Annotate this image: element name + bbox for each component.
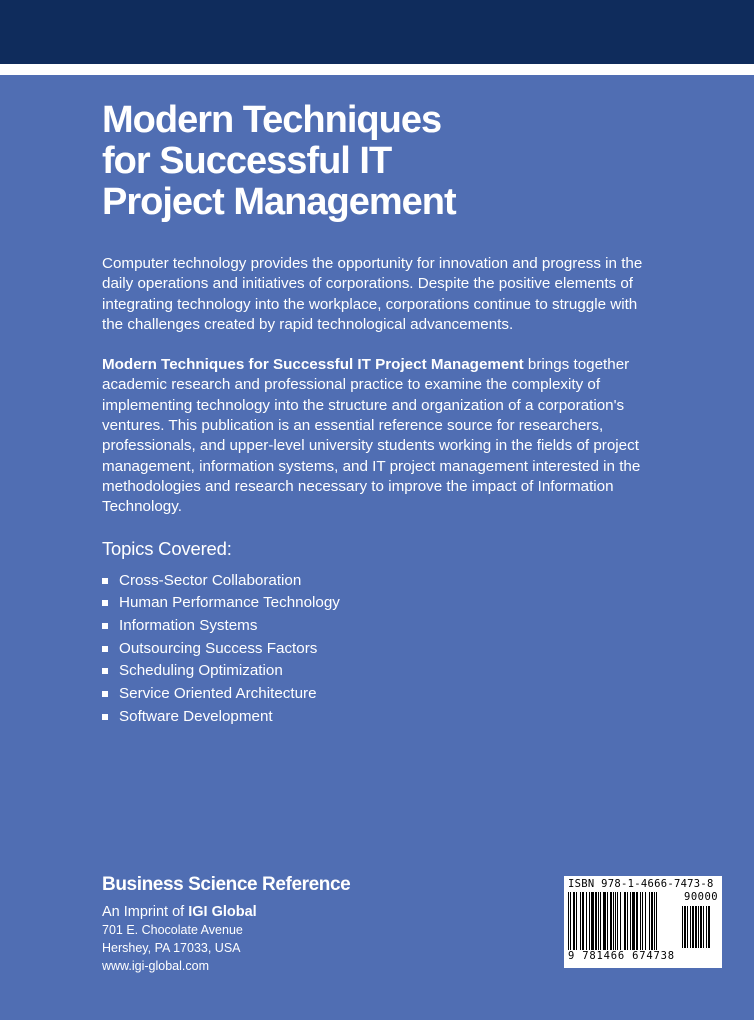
ean-number: 9 781466 674738 — [568, 950, 675, 962]
price-barcode-bars — [682, 906, 718, 950]
description-book-title: Modern Techniques for Successful IT Project Management — [102, 356, 524, 374]
publisher-block — [102, 874, 350, 975]
topics-heading: Topics Covered: — [102, 537, 232, 559]
bullet-icon — [102, 600, 108, 606]
ean-barcode-bars — [568, 892, 678, 952]
address-line-2: Hershey, PA 17033, USA — [102, 941, 241, 955]
bullet-icon — [102, 668, 108, 674]
back-cover-content — [102, 100, 662, 728]
bullet-icon — [102, 578, 108, 584]
topic-label: Outsourcing Success Factors — [119, 639, 318, 657]
description-paragraph — [102, 355, 662, 517]
topics-list — [102, 570, 662, 729]
topic-label: Information Systems — [119, 616, 258, 634]
bullet-icon — [102, 691, 108, 697]
intro-paragraph: Computer technology provides the opportunity for innovation and progress in the daily operations and initiatives of corporations. Despite the positive elements of integrating technology into the workplace, corporations continue to struggle with the challenges created by rapid technological advancements. — [102, 255, 643, 333]
list-item — [102, 706, 662, 729]
publisher-name: Business Science Reference — [102, 874, 351, 895]
price-code: 90000 — [684, 891, 719, 903]
title-line-3: Project Management — [102, 181, 456, 223]
imprint-line — [102, 904, 350, 920]
publisher-website: www.igi-global.com — [102, 959, 209, 973]
isbn-barcode — [564, 876, 722, 968]
imprint-name: IGI Global — [188, 904, 257, 920]
top-color-band — [0, 0, 754, 64]
bullet-icon — [102, 646, 108, 652]
publisher-address — [102, 921, 350, 975]
list-item — [102, 638, 662, 661]
address-line-1: 701 E. Chocolate Avenue — [102, 923, 243, 937]
list-item — [102, 592, 662, 615]
bullet-icon — [102, 623, 108, 629]
topic-label: Human Performance Technology — [119, 594, 340, 612]
isbn-number: ISBN 978-1-4666-7473-8 — [568, 878, 714, 890]
imprint-prefix: An Imprint of — [102, 904, 189, 920]
description-text: brings together academic research and professional practice to examine the complexity of implementing technology into the structure and organization of a corporation's ventures. This publication is an essential reference source for researchers, professionals, and upper-level university students working in the fields of project management, information systems, and IT project management interested in the methodologies and research necessary to improve the impact of Information Technology. — [102, 356, 641, 516]
list-item — [102, 660, 662, 683]
title-line-1: Modern Techniques — [102, 99, 442, 141]
topic-label: Scheduling Optimization — [119, 662, 283, 680]
white-divider-strip — [0, 64, 754, 75]
topic-label: Software Development — [119, 707, 273, 725]
book-title — [102, 100, 662, 223]
topic-label: Cross-Sector Collaboration — [119, 571, 302, 589]
bullet-icon — [102, 714, 108, 720]
title-line-2: for Successful IT — [102, 140, 392, 182]
list-item — [102, 615, 662, 638]
topic-label: Service Oriented Architecture — [119, 685, 317, 703]
list-item — [102, 683, 662, 706]
list-item — [102, 570, 662, 593]
